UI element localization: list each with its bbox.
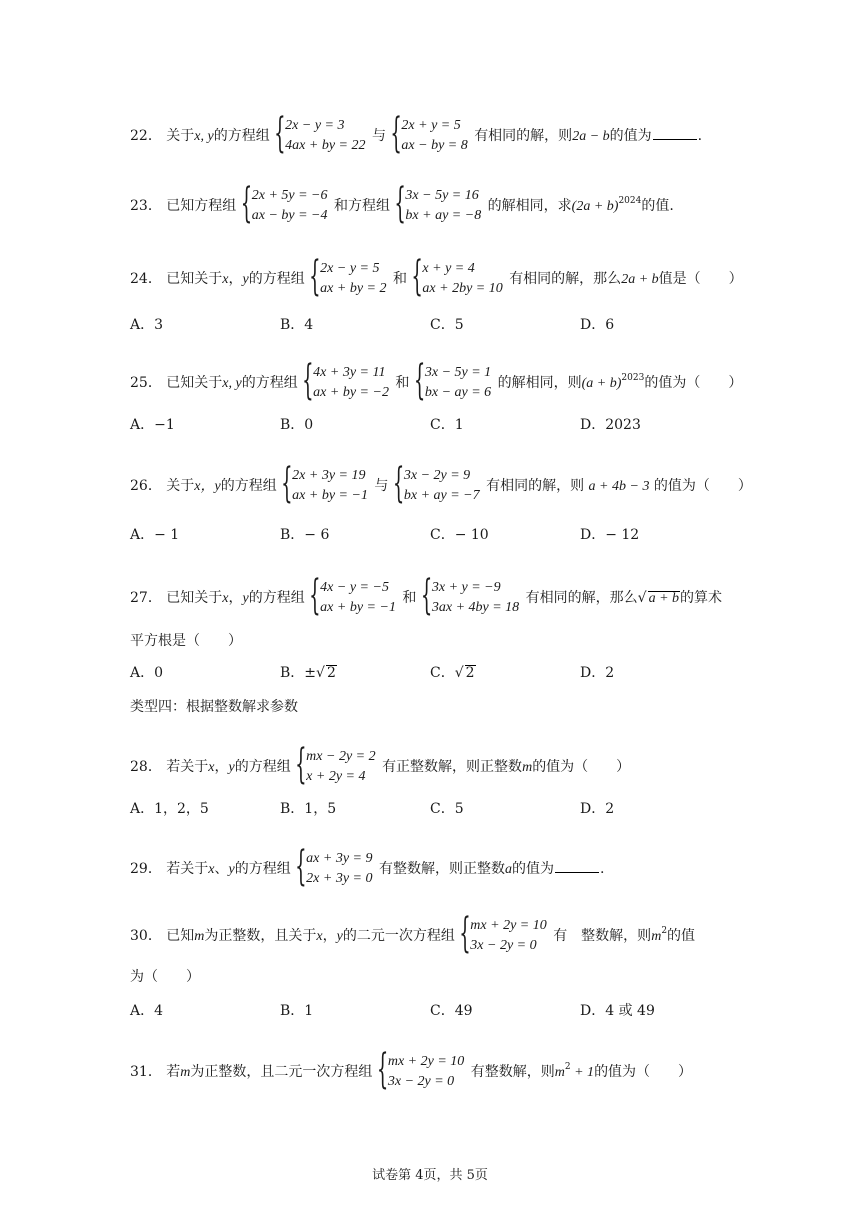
option-c: C．49 (430, 1003, 473, 1019)
question-number: 30． (130, 928, 162, 944)
equation-system-2: { 3x − 5y = 1 bx − ay = 6 (416, 363, 491, 403)
equation-system-1: { 4x + 3y = 11 ax + by = −2 (304, 363, 389, 403)
option-a: A．−1 (130, 417, 175, 433)
equation-system-1: { 2x − y = 3 4ax + by = 22 (276, 116, 365, 156)
equation-system-2: { 3x + y = −9 3ax + 4by = 18 (423, 578, 519, 618)
question-30-cont: 为（ ） (130, 969, 200, 985)
equation-system: { ax + 3y = 9 2x + 3y = 0 (297, 849, 372, 889)
option-c: C．5 (430, 317, 464, 333)
options-25 (130, 414, 750, 436)
option-d: D．6 (580, 317, 615, 333)
section-heading: 类型四：根据整数解求参数 (130, 699, 298, 715)
question-number: 31． (130, 1064, 162, 1080)
options-28 (130, 798, 750, 820)
answer-blank (653, 125, 697, 140)
question-number: 26． (130, 478, 162, 494)
option-d: D．2 (580, 801, 615, 817)
equation-system-1: { 2x − y = 5 ax + by = 2 (311, 259, 386, 299)
options-24 (130, 314, 750, 336)
equation-system-2: { x + y = 4 ax + 2by = 10 (413, 259, 502, 299)
question-number: 23． (130, 198, 162, 214)
option-d: D．4 或 49 (580, 1003, 655, 1019)
option-d: D．− 12 (580, 527, 640, 543)
sqrt-symbol: √ (637, 590, 647, 606)
options-27 (130, 662, 750, 684)
equation-system-1: { 2x + 5y = −6 ax − by = −4 (243, 186, 328, 226)
option-d: D．2 (580, 665, 615, 681)
option-c: C．√ 2 (430, 665, 475, 681)
equation-system: { mx + 2y = 10 3x − 2y = 0 (461, 916, 546, 956)
equation-system-1: { 2x + 3y = 19 ax + by = −1 (283, 466, 368, 506)
equation-system: { mx − 2y = 2 x + 2y = 4 (297, 747, 375, 787)
options-26 (130, 524, 750, 546)
question-number: 27． (130, 590, 162, 606)
question-number: 24． (130, 271, 162, 287)
question-number: 25． (130, 375, 162, 391)
equation-system-2: { 3x − 2y = 9 bx + ay = −7 (395, 466, 480, 506)
question-24: 24． 已知关于x，y的方程组 { 2x − y = 5 ax + by = 2 和 { x + y = 4 ax + 2by = 10 有相同的解，那么2a + b值是（ ） (130, 259, 740, 299)
option-c: C．− 10 (430, 527, 489, 543)
option-a: A．4 (130, 1003, 164, 1019)
option-c: C．1 (430, 417, 464, 433)
question-25: 25． 已知关于x, y的方程组 { 4x + 3y = 11 ax + by = −2 和 { 3x − 5y = 1 bx − ay = 6 的解相同，则$(a + b)^{2023}$的值为（ ） (130, 363, 740, 403)
question-31: 31． 若m为正整数，且二元一次方程组 { mx + 2y = 10 3x − 2y = 0 有整数解，则$m^2 + 1$的值为（ ） (130, 1052, 740, 1092)
question-30: 30． 已知m为正整数，且关于x，y的二元一次方程组 { mx + 2y = 10 3x − 2y = 0 有 整数解，则$m^2$的值 (130, 916, 740, 956)
page-footer: 试卷第 4页，共 5页 (372, 1168, 488, 1183)
option-a: A．3 (130, 317, 164, 333)
option-b: B．1，5 (280, 801, 337, 817)
option-a: A．1，2，5 (130, 801, 209, 817)
option-b: B．4 (280, 317, 314, 333)
equation-system: { mx + 2y = 10 3x − 2y = 0 (379, 1052, 464, 1092)
equation-system-2: { 3x − 5y = 16 bx + ay = −8 (396, 186, 481, 226)
equation-system-1: { 4x − y = −5 ax + by = −1 (311, 578, 396, 618)
equation-system-2: { 2x + y = 5 ax − by = 8 (392, 116, 467, 156)
question-27-cont: 平方根是（ ） (130, 633, 242, 649)
question-number: 29． (130, 861, 162, 877)
option-a: A．− 1 (130, 527, 180, 543)
option-a: A．0 (130, 665, 164, 681)
question-27: 27． 已知关于x，y的方程组 { 4x − y = −5 ax + by = −1 和 { 3x + y = −9 3ax + 4by = 18 有相同的解，那么√ a + b的算术 (130, 578, 740, 618)
option-b: B．1 (280, 1003, 314, 1019)
option-b: B．− 6 (280, 527, 330, 543)
options-30 (130, 1000, 750, 1022)
question-number: 28． (130, 759, 162, 775)
question-23: 23． 已知方程组 { 2x + 5y = −6 ax − by = −4 和方程组 { 3x − 5y = 16 bx + ay = −8 的解相同，求$(2a + b)^{2024}$的值. (130, 186, 740, 226)
answer-blank (555, 858, 599, 873)
question-28: 28． 若关于x，y的方程组 { mx − 2y = 2 x + 2y = 4 有正整数解，则正整数m的值为（ ） (130, 747, 740, 787)
question-number: 22． (130, 128, 162, 144)
option-c: C．5 (430, 801, 464, 817)
option-d: D．2023 (580, 417, 641, 433)
question-26: 26． 关于x，y的方程组 { 2x + 3y = 19 ax + by = −1 与 { 3x − 2y = 9 bx + ay = −7 有相同的解，则 a + 4b − 3 的值为（ ） (130, 466, 740, 506)
question-22: 22． 关于x, y的方程组 { 2x − y = 3 4ax + by = 22 与 { 2x + y = 5 ax − by = 8 有相同的解，则2a − b的值为 . (130, 116, 740, 156)
question-29: 29． 若关于x、y的方程组 { ax + 3y = 9 2x + 3y = 0 有整数解，则正整数a的值为 . (130, 849, 740, 889)
option-b: B．±√ 2 (280, 665, 336, 681)
option-b: B．0 (280, 417, 314, 433)
